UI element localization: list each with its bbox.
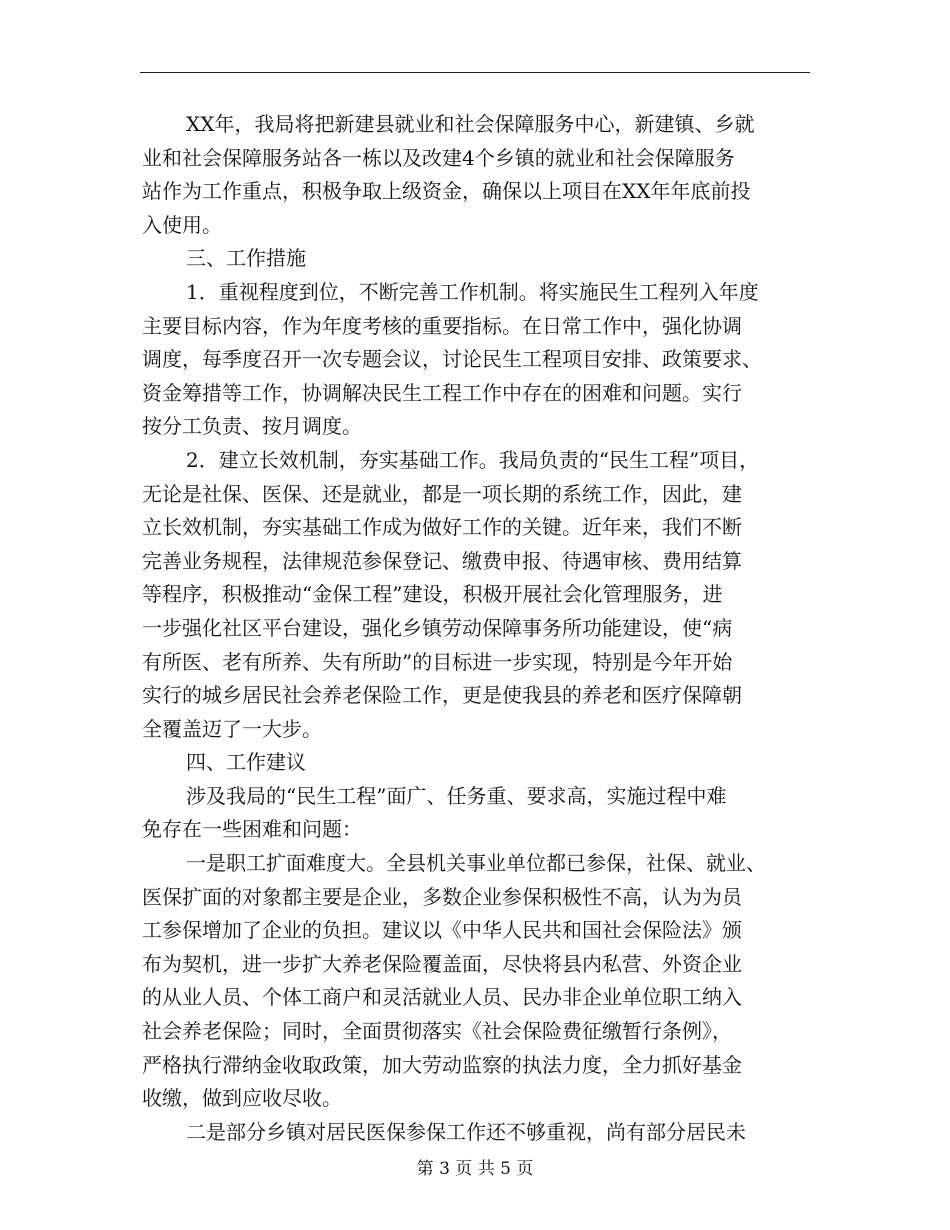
- text-line: 有所医、老有所养、失有所助”的目标进一步实现，特别是今年开始: [142, 649, 733, 674]
- text-line: 收缴，做到应收尽收。: [142, 1086, 342, 1111]
- text-line: 主要目标内容，作为年度考核的重要指标。在日常工作中，强化协调: [142, 313, 742, 338]
- document-body: [142, 108, 810, 1149]
- text-line: 免存在一些困难和问题：: [142, 817, 362, 842]
- text-line: 按分工负责、按月调度。: [142, 414, 362, 439]
- text-line: 涉及我局的“民生工程”面广、任务重、要求高，实施过程中难: [186, 783, 727, 808]
- header-rule: [140, 72, 810, 73]
- text-line: 实行的城乡居民社会养老保险工作，更是使我县的养老和医疗保障朝: [142, 683, 742, 708]
- text-line: 三、工作措施: [186, 246, 306, 271]
- text-line: 1．重视程度到位，不断完善工作机制。将实施民生工程列入年度: [186, 279, 759, 304]
- text-line: 入使用。: [142, 212, 222, 237]
- text-line: 调度，每季度召开一次专题会议，讨论民生工程项目安排、政策要求、: [142, 347, 762, 372]
- text-line: XX年，我局将把新建县就业和社会保障服务中心，新建镇、乡就: [186, 112, 755, 136]
- text-line: 立长效机制，夯实基础工作成为做好工作的关键。近年来，我们不断: [142, 515, 742, 540]
- text-line: 一是职工扩面难度大。全县机关事业单位都已参保，社保、就业、: [186, 851, 766, 876]
- text-line: 完善业务规程，法律规范参保登记、缴费申报、待遇审核、费用结算: [142, 548, 742, 573]
- text-line: 资金筹措等工作，协调解决民生工程工作中存在的困难和问题。实行: [142, 380, 742, 405]
- text-line: 医保扩面的对象都主要是企业，多数企业参保积极性不高，认为为员: [142, 884, 742, 909]
- text-line: 的从业人员、个体工商户和灵活就业人员、民办非企业单位职工纳入: [142, 985, 742, 1010]
- text-line: 2．建立长效机制，夯实基础工作。我局负责的“民生工程”项目，: [186, 447, 760, 472]
- text-line: 布为契机，进一步扩大养老保险覆盖面，尽快将县内私营、外资企业: [142, 951, 742, 976]
- text-line: 社会养老保险；同时，全面贯彻落实《社会保险费征缴暂行条例》，: [142, 1019, 732, 1044]
- text-line: 一步强化社区平台建设，强化乡镇劳动保障事务所功能建设，使“病: [142, 615, 733, 640]
- text-line: 四、工作建议: [186, 750, 306, 775]
- page-footer: [0, 1157, 950, 1181]
- text-line: 站作为工作重点，积极争取上级资金，确保以上项目在XX年年底前投: [142, 179, 751, 204]
- text-line: 严格执行滞纳金收取政策，加大劳动监察的执法力度，全力抓好基金: [142, 1052, 742, 1077]
- text-line: 全覆盖迈了一大步。: [142, 716, 322, 741]
- text-line: 工参保增加了企业的负担。建议以《中华人民共和国社会保险法》颁: [142, 918, 742, 943]
- text-line: 二是部分乡镇对居民医保参保工作还不够重视，尚有部分居民未: [186, 1119, 746, 1144]
- text-line: 等程序，积极推动“金保工程”建设，积极开展社会化管理服务，进: [142, 582, 723, 607]
- page-number-label: 第 3 页 共 5 页: [416, 1159, 534, 1179]
- text-line: 无论是社保、医保、还是就业，都是一项长期的系统工作，因此，建: [142, 481, 742, 506]
- text-line: 业和社会保障服务站各一栋以及改建4个乡镇的就业和社会保障服务: [142, 145, 735, 170]
